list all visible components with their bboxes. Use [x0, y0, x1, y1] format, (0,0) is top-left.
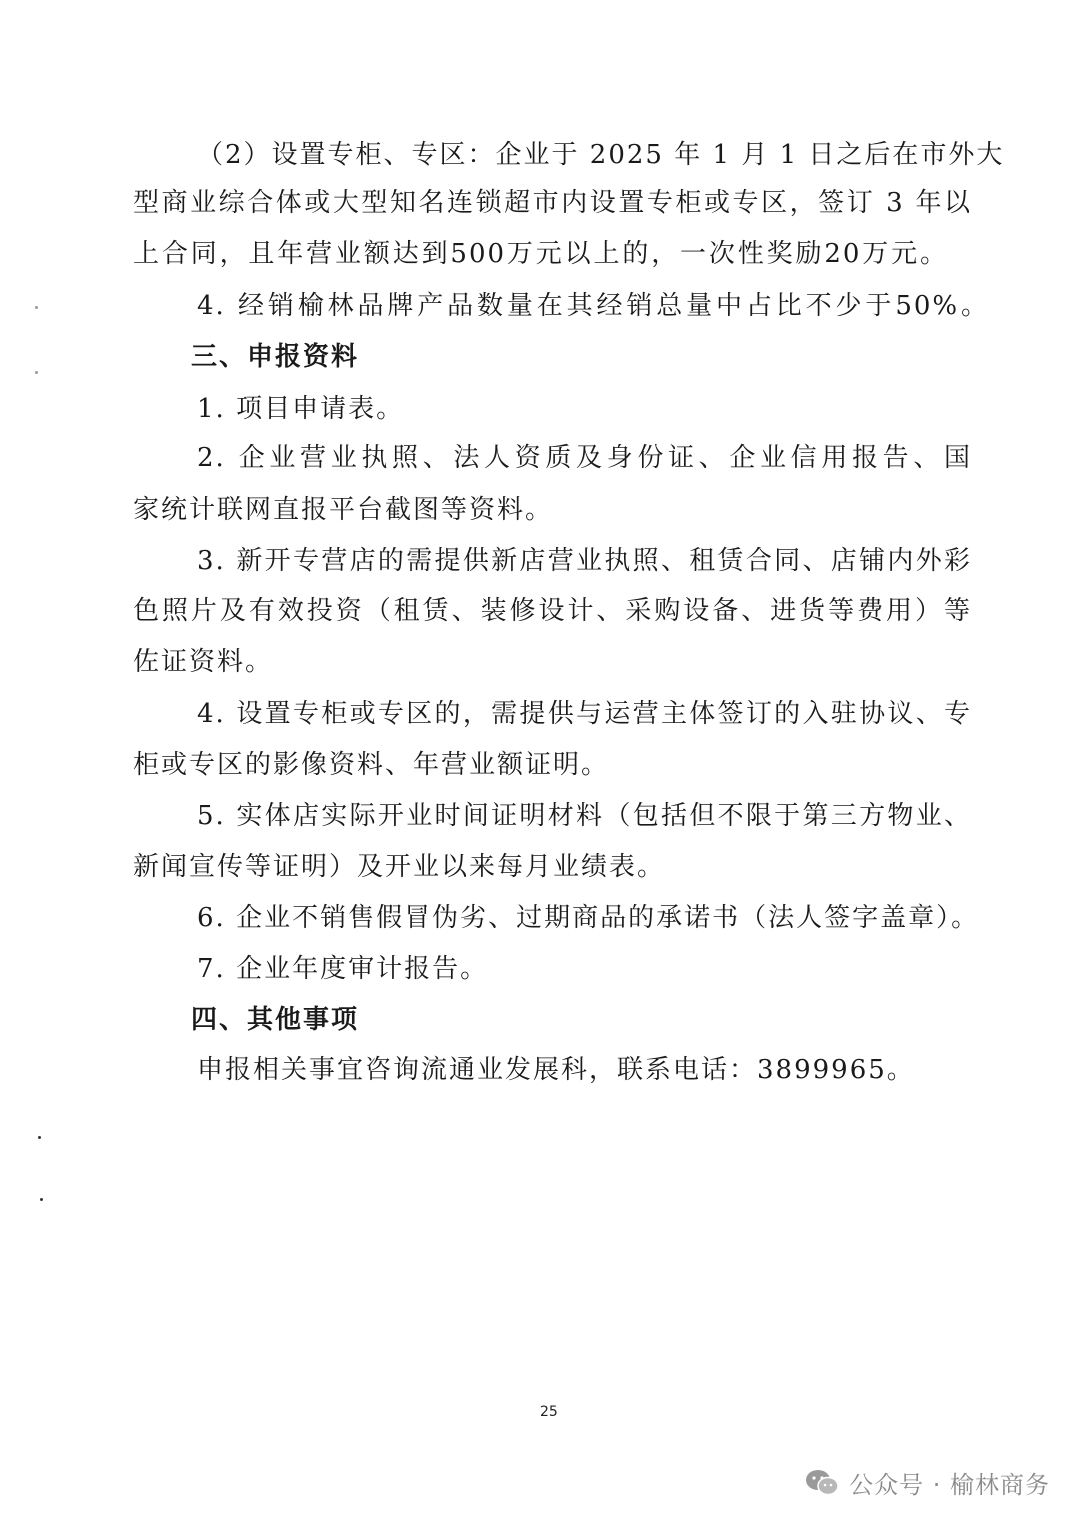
paragraph-line: 6. 企业不销售假冒伪劣、过期商品的承诺书（法人签字盖章）。 [197, 903, 980, 933]
watermark-text: 公众号 · 榆林商务 [849, 1471, 1050, 1499]
paragraph-line: 申报相关事宜咨询流通业发展科，联系电话：3899965。 [197, 1055, 915, 1085]
paragraph-line: 新闻宣传等证明）及开业以来每月业绩表。 [133, 852, 666, 882]
paragraph-line: （2）设置专柜、专区：企业于 2025 年 1 月 1 日之后在市外大 [197, 140, 1005, 170]
scan-speck [38, 1136, 41, 1139]
paragraph-line: 佐证资料。 [133, 647, 274, 677]
section-heading: 三、申报资料 [191, 342, 360, 372]
paragraph-line: 7. 企业年度审计报告。 [197, 954, 489, 984]
paragraph-line: 型商业综合体或大型知名连锁超市内设置专柜或专区，签订 3 年以 [133, 188, 972, 218]
paragraph-line: 色照片及有效投资（租赁、装修设计、采购设备、进货等费用）等 [133, 596, 972, 626]
paragraph-line: 4. 设置专柜或专区的，需提供与运营主体签订的入驻协议、专 [197, 699, 972, 729]
scan-speck [35, 371, 38, 374]
page-number: 25 [540, 1404, 558, 1420]
paragraph-line: 4. 经销榆林品牌产品数量在其经销总量中占比不少于50%。 [197, 291, 989, 321]
paragraph-line: 上合同，且年营业额达到500万元以上的，一次性奖励20万元。 [133, 239, 948, 269]
section-heading: 四、其他事项 [191, 1005, 360, 1035]
paragraph-line: 柜或专区的影像资料、年营业额证明。 [133, 750, 610, 780]
scan-speck [35, 306, 38, 309]
scan-speck [40, 1198, 43, 1201]
paragraph-line: 2. 企业营业执照、法人资质及身份证、企业信用报告、国 [197, 443, 972, 473]
paragraph-line: 5. 实体店实际开业时间证明材料（包括但不限于第三方物业、 [197, 801, 972, 831]
wechat-icon [805, 1469, 839, 1497]
paragraph-line: 3. 新开专营店的需提供新店营业执照、租赁合同、店铺内外彩 [197, 546, 972, 576]
watermark [805, 1465, 1050, 1500]
paragraph-line: 家统计联网直报平台截图等资料。 [133, 495, 554, 525]
paragraph-line: 1. 项目申请表。 [197, 394, 405, 424]
